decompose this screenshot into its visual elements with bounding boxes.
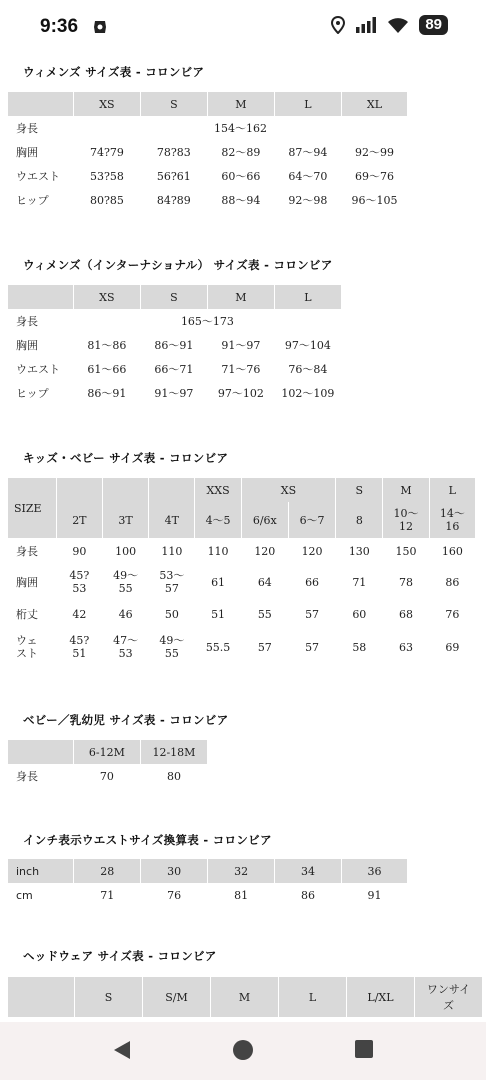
table-cell: 53?58 (89, 169, 124, 183)
baby-size-table (8, 740, 208, 788)
table-cell: 110 (161, 544, 183, 558)
header-cell (8, 285, 73, 309)
table-cell: 64〜70 (288, 170, 328, 183)
app-notification-icon (92, 19, 108, 35)
table-cell: 71〜76 (221, 363, 261, 376)
header-cell: 28 (74, 859, 141, 883)
header-cell: 14〜 16 (429, 502, 475, 538)
header-cell: 2T (56, 502, 102, 538)
table-row (8, 164, 408, 188)
headwear-size-title: ヘッドウェア サイズ表 - コロンビア (23, 949, 217, 963)
table-cell: 56?61 (156, 169, 191, 183)
table-cell: 91〜97 (154, 387, 194, 400)
header-cell: XL (341, 92, 407, 116)
table-row (8, 381, 342, 405)
inch-waist-title: インチ表示ウエストサイズ換算表 - コロンビア (23, 833, 272, 847)
table-cell: 82〜89 (221, 146, 261, 159)
row-label: ウエスト (16, 170, 60, 183)
table-cell: 86 (301, 888, 316, 902)
table-cell: 78?83 (156, 145, 191, 159)
row-label: ヒップ (16, 194, 49, 207)
battery-indicator: 89 (419, 15, 448, 35)
header-cell: L (274, 92, 341, 116)
table-cell: 80?85 (89, 193, 124, 207)
table-cell: 150 (395, 544, 417, 558)
header-cell (8, 740, 73, 764)
table-cell: 97〜102 (217, 387, 264, 400)
row-label: cm (16, 888, 33, 902)
table-cell: 46 (118, 607, 133, 621)
table-cell: 86〜91 (87, 387, 127, 400)
table-cell: 49〜 55 (113, 569, 139, 595)
table-cell: 96〜105 (351, 194, 398, 207)
headwear-size-table (8, 977, 483, 1017)
header-cell (8, 977, 75, 1017)
row-label: 桁丈 (16, 607, 38, 621)
table-cell: 76 (445, 607, 460, 621)
table-cell: 70 (99, 769, 114, 783)
header-cell: XXS (195, 478, 241, 502)
table-row (8, 309, 342, 333)
row-label: 胸囲 (16, 575, 38, 589)
header-cell: XS (241, 478, 336, 502)
table-cell: 61〜66 (87, 363, 127, 376)
table-cell: 66〜71 (154, 363, 194, 376)
header-cell: L (279, 977, 347, 1017)
table-cell: 120 (254, 544, 276, 558)
header-cell: 6〜7 (288, 502, 335, 538)
row-label: 身長 (16, 315, 38, 328)
header-cell: 10〜 12 (383, 502, 429, 538)
header-cell: M (207, 92, 274, 116)
table-cell: 91 (367, 888, 382, 902)
table-cell: 165〜173 (180, 315, 234, 328)
table-cell: 84?89 (156, 193, 191, 207)
header-cell: 8 (336, 502, 383, 538)
header-cell: M (211, 977, 279, 1017)
table-cell: 66 (305, 575, 320, 589)
table-cell: 57 (305, 607, 320, 621)
table-cell: 55.5 (205, 640, 231, 654)
header-cell: 6/6x (241, 502, 288, 538)
header-cell: S (140, 285, 207, 309)
table-cell: 47〜 53 (113, 634, 139, 660)
header-cell: 34 (275, 859, 342, 883)
table-row (8, 764, 208, 788)
table-cell: 81〜86 (87, 339, 127, 352)
table-cell: 110 (207, 544, 229, 558)
header-cell: inch (8, 859, 74, 883)
table-row (8, 116, 408, 140)
recents-square-icon[interactable] (354, 1039, 374, 1059)
table-cell: 76〜84 (288, 363, 328, 376)
table-cell: 80 (166, 769, 181, 783)
header-cell: M (207, 285, 274, 309)
table-cell: 60 (352, 607, 367, 621)
row-label: ヒップ (16, 387, 49, 400)
table-cell: 45? 51 (69, 634, 90, 660)
table-cell: 42 (72, 607, 87, 621)
header-cell (56, 478, 102, 502)
table-cell: 69 (445, 640, 460, 654)
status-time: 9:36 (40, 16, 79, 37)
header-cell: 4〜5 (195, 502, 241, 538)
table-cell: 102〜109 (281, 387, 335, 400)
table-cell: 57 (257, 640, 272, 654)
table-cell: 53〜 57 (159, 569, 185, 595)
table-cell: 90 (72, 544, 87, 558)
table-cell: 78 (399, 575, 414, 589)
home-circle-icon[interactable] (232, 1039, 254, 1061)
table-cell: 86 (445, 575, 460, 589)
row-label: ウェ スト (16, 634, 38, 660)
header-cell: M (383, 478, 429, 502)
table-cell: 76 (167, 888, 182, 902)
header-cell: S (75, 977, 143, 1017)
table-cell: 49〜 55 (159, 634, 185, 660)
table-cell: 45? 53 (69, 569, 90, 595)
size-header-cell: SIZE (8, 478, 56, 538)
table-cell: 51 (211, 607, 226, 621)
location-icon (331, 16, 345, 34)
table-cell: 50 (164, 607, 179, 621)
inch-waist-table (8, 859, 408, 907)
womens-intl-size-title: ウィメンズ（インターナショナル） サイズ表 - コロンビア (23, 258, 333, 272)
womens-size-table (8, 92, 408, 212)
row-label: 身長 (16, 770, 38, 783)
table-row (8, 628, 476, 666)
table-cell: 61 (211, 575, 226, 589)
table-row (8, 333, 342, 357)
kids-size-title: キッズ・ベビー サイズ表 - コロンビア (23, 451, 229, 465)
table-cell: 63 (399, 640, 414, 654)
table-row (8, 564, 476, 600)
header-cell: 30 (141, 859, 208, 883)
status-bar (0, 0, 486, 52)
baby-size-title: ベビー／乳幼児 サイズ表 - コロンビア (23, 713, 229, 727)
header-cell: L (274, 285, 341, 309)
kids-size-table (8, 478, 476, 666)
header-cell: 3T (102, 502, 148, 538)
table-row (8, 538, 476, 564)
table-cell: 71 (352, 575, 367, 589)
header-cell: 12-18M (140, 740, 207, 764)
table-cell: 60〜66 (221, 170, 261, 183)
row-label: 身長 (16, 544, 38, 558)
table-cell: 91〜97 (221, 339, 261, 352)
table-cell: 97〜104 (284, 339, 331, 352)
header-cell: 32 (208, 859, 275, 883)
header-cell: ワンサイ ズ (415, 977, 483, 1017)
table-cell: 69〜76 (354, 170, 394, 183)
table-cell: 92〜99 (354, 146, 394, 159)
table-cell: 88〜94 (221, 194, 261, 207)
header-cell: L/XL (347, 977, 415, 1017)
table-cell: 160 (441, 544, 463, 558)
header-cell: S/M (143, 977, 211, 1017)
header-cell: 6-12M (73, 740, 140, 764)
table-row (8, 357, 342, 381)
table-row (8, 600, 476, 628)
table-cell: 100 (115, 544, 137, 558)
row-label: ウエスト (16, 363, 60, 376)
header-cell: S (336, 478, 383, 502)
table-cell: 74?79 (89, 145, 124, 159)
table-cell: 120 (301, 544, 323, 558)
table-row (8, 140, 408, 164)
table-cell: 64 (257, 575, 272, 589)
header-cell (8, 92, 73, 116)
table-cell: 81 (234, 888, 249, 902)
row-label: 身長 (16, 122, 38, 135)
header-cell: XS (73, 285, 140, 309)
table-cell: 57 (305, 640, 320, 654)
header-cell: 4T (149, 502, 195, 538)
table-cell: 92〜98 (288, 194, 328, 207)
header-cell: L (429, 478, 475, 502)
header-cell (102, 478, 148, 502)
table-cell: 87〜94 (288, 146, 328, 159)
table-row (8, 188, 408, 212)
header-cell: XS (73, 92, 140, 116)
table-cell: 154〜162 (213, 122, 267, 135)
cellular-signal-icon (355, 17, 377, 33)
header-cell (149, 478, 195, 502)
back-triangle-icon[interactable] (112, 1039, 132, 1061)
womens-intl-size-table (8, 285, 342, 405)
womens-size-title: ウィメンズ サイズ表 - コロンビア (23, 65, 205, 79)
table-cell: 86〜91 (154, 339, 194, 352)
table-cell: 68 (399, 607, 414, 621)
wifi-icon (387, 17, 409, 34)
table-cell: 55 (257, 607, 272, 621)
table-cell: 71 (100, 888, 115, 902)
row-label: 胸囲 (16, 339, 38, 352)
system-navigation-bar (0, 1022, 486, 1080)
table-cell: 58 (352, 640, 367, 654)
header-cell: 36 (341, 859, 407, 883)
row-label: 胸囲 (16, 146, 38, 159)
table-row (8, 883, 408, 907)
table-cell: 130 (348, 544, 370, 558)
header-cell: S (140, 92, 207, 116)
